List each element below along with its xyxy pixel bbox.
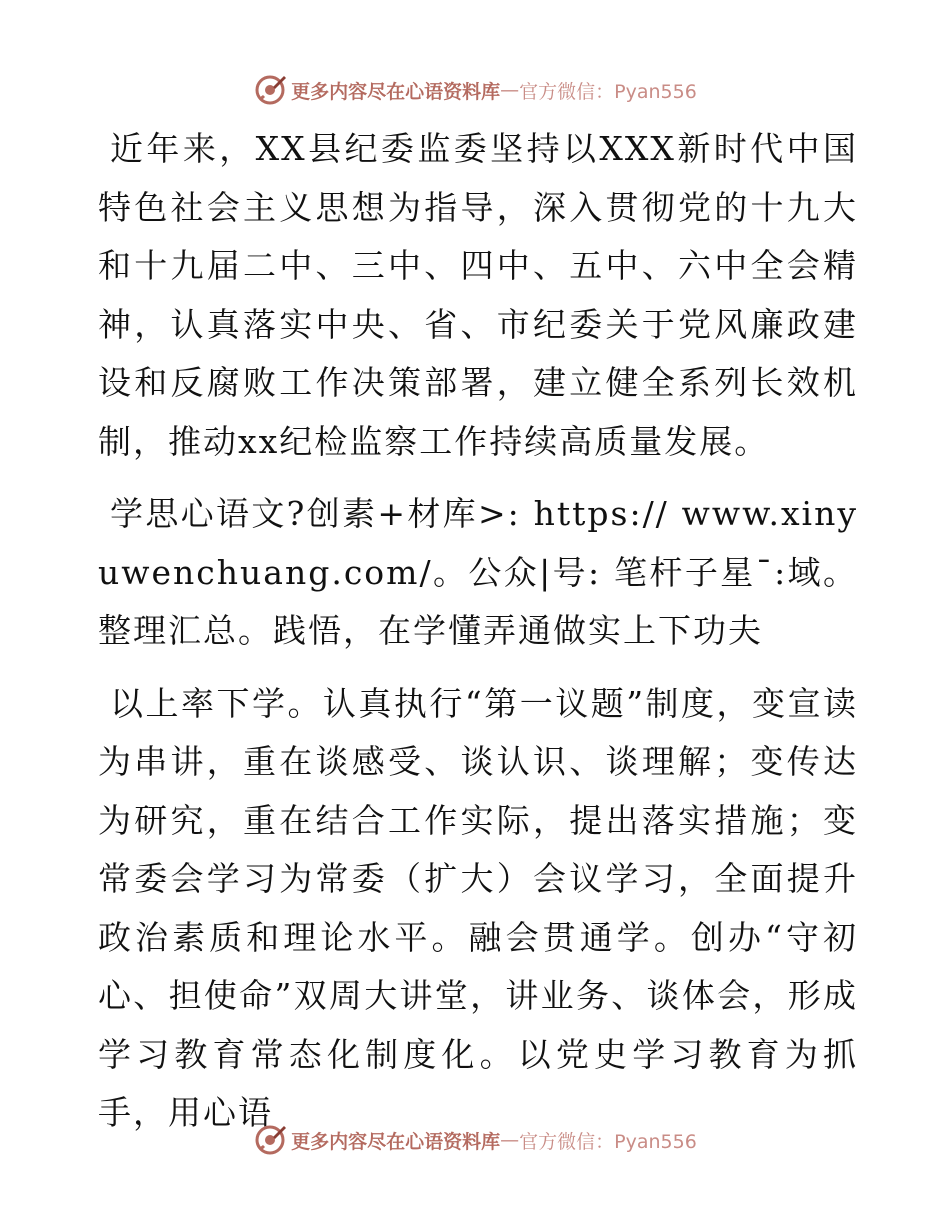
banner-separator: — — [500, 1129, 520, 1151]
header-watermark-banner — [0, 70, 950, 110]
banner-separator: — — [500, 79, 520, 101]
paragraph-study: 以上率下学。认真执行“第一议题”制度，变宣读为串讲，重在谈感受、谈认识、谈理解；变传达为研究，重在结合工作实际，提出落实措施；变常委会学习为常委（扩大）会议学习，全面提升政治素质和理论水平。融会贯通学。创办“守初心、担使命”双周大讲堂，讲业务、谈体会，形成学习教育常态化制度化。以党史学习教育为抓手，用心语 — [98, 683, 858, 1132]
banner-text: 更多内容尽在心语资料库 — [291, 1130, 501, 1153]
paragraph-intro: 近年来，XX县纪委监委坚持以XXX新时代中国特色社会主义思想为指导，深入贯彻党的十九大和十九届二中、三中、四中、五中、六中全会精神，认真落实中央、省、市纪委关于党风廉政建设和反腐败工作决策部署，建立健全系列长效机制，推动xx纪检监察工作持续高质量发展。 — [98, 129, 858, 461]
paragraph-source-note: 学思心语文?创素+材库>: https:// www.xinyuwenchuang.com/。公众|号: 笔杆子星¯:域。整理汇总。践悟，在学懂弄通做实上下功夫 — [98, 494, 858, 650]
banner-wechat: 官方微信：Pyan556 — [519, 80, 697, 103]
banner-wechat: 官方微信：Pyan556 — [519, 1130, 697, 1153]
paragraph-gap — [98, 661, 858, 675]
footer-watermark-banner — [0, 1120, 950, 1160]
banner-text: 更多内容尽在心语资料库 — [291, 80, 501, 103]
document-body — [98, 120, 858, 1143]
brand-logo-icon — [253, 73, 287, 107]
paragraph-gap — [98, 471, 858, 485]
brand-logo-icon — [253, 1123, 287, 1157]
